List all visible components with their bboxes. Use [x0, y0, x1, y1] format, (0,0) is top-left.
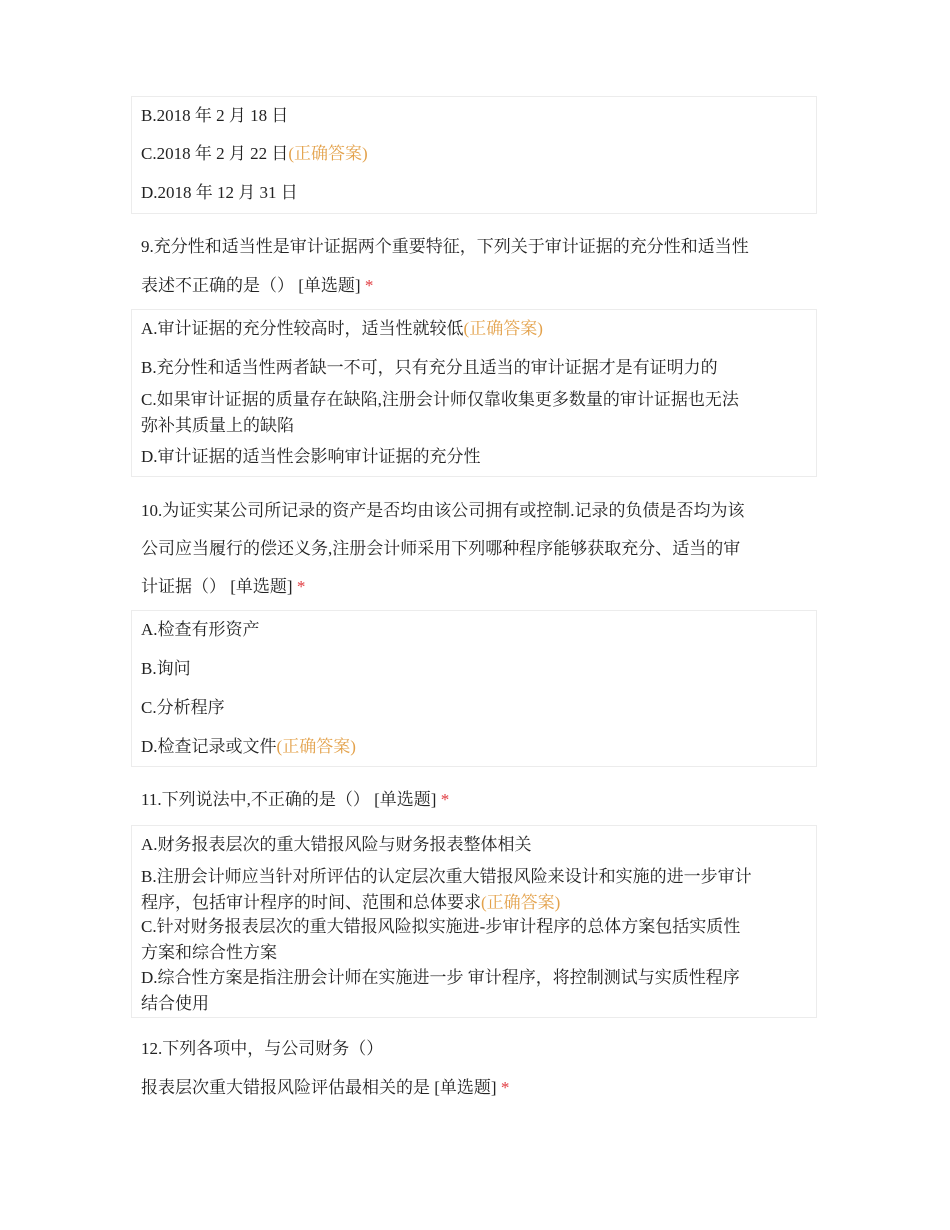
q11-option-a[interactable]: A.财务报表层次的重大错报风险与财务报表整体相关 — [141, 835, 532, 854]
q12-stem-line-2 — [141, 1078, 509, 1098]
option-text: C.2018 年 2 月 22 日 — [141, 144, 289, 163]
option-text: D.检查记录或文件 — [141, 737, 277, 756]
correct-answer-tag: (正确答案) — [481, 893, 561, 912]
stem-text: 报表层次重大错报风险评估最相关的是 [单选题] — [141, 1078, 497, 1097]
required-mark: * — [500, 1078, 510, 1097]
q11-option-b[interactable]: B.注册会计师应当针对所评估的认定层次重大错报风险来设计和实施的进一步审计 — [141, 867, 752, 886]
q11-option-d[interactable]: D.综合性方案是指注册会计师在实施进一步 审计程序，将控制测试与实质性程序 — [141, 968, 740, 987]
q11-option-d-cont[interactable]: 结合使用 — [141, 994, 209, 1013]
stem-text: 表述不正确的是（） [单选题] — [141, 276, 361, 295]
q8-option-b[interactable] — [141, 106, 288, 126]
q9-option-c-cont[interactable]: 弥补其质量上的缺陷 — [141, 416, 294, 435]
correct-answer-tag: (正确答案) — [463, 319, 543, 338]
required-mark: * — [364, 276, 374, 295]
required-mark: * — [440, 790, 450, 809]
q11-option-b-cont[interactable] — [141, 893, 560, 913]
q8-option-c[interactable] — [141, 144, 368, 164]
q9-stem-line-2 — [141, 276, 373, 296]
option-text: 程序，包括审计程序的时间、范围和总体要求 — [141, 893, 481, 912]
q8-option-d[interactable] — [141, 183, 298, 203]
stem-text: 计证据（） [单选题] — [141, 577, 293, 596]
q10-stem-line-2: 公司应当履行的偿还义务,注册会计师采用下列哪种程序能够获取充分、适当的审 — [141, 539, 741, 558]
q9-option-c[interactable]: C.如果审计证据的质量存在缺陷,注册会计师仅靠收集更多数量的审计证据也无法 — [141, 390, 739, 409]
required-mark: * — [296, 577, 306, 596]
q12-stem-line-1: 12.下列各项中，与公司财务（） — [141, 1039, 384, 1058]
q10-option-c[interactable]: C.分析程序 — [141, 698, 225, 717]
q10-stem-line-1: 10.为证实某公司所记录的资产是否均由该公司拥有或控制.记录的负债是否均为该 — [141, 501, 745, 520]
q11-option-c[interactable]: C.针对财务报表层次的重大错报风险拟实施进-步审计程序的总体方案包括实质性 — [141, 917, 741, 936]
q10-stem-line-3 — [141, 577, 305, 597]
q9-option-a[interactable] — [141, 319, 543, 339]
q10-option-b[interactable]: B.询问 — [141, 659, 191, 678]
q11-stem — [141, 790, 449, 810]
stem-text: 11.下列说法中,不正确的是（） [单选题] — [141, 790, 437, 809]
q10-option-d[interactable] — [141, 737, 356, 757]
option-text: D.2018 年 12 月 31 日 — [141, 183, 298, 202]
option-text: A.审计证据的充分性较高时，适当性就较低 — [141, 319, 464, 338]
correct-answer-tag: (正确答案) — [288, 144, 368, 163]
option-text: B.2018 年 2 月 18 日 — [141, 106, 289, 125]
q10-option-a[interactable]: A.检查有形资产 — [141, 620, 260, 639]
q9-option-d[interactable]: D.审计证据的适当性会影响审计证据的充分性 — [141, 447, 481, 466]
q11-option-c-cont[interactable]: 方案和综合性方案 — [141, 943, 277, 962]
q9-stem-line-1: 9.充分性和适当性是审计证据两个重要特征，下列关于审计证据的充分性和适当性 — [141, 237, 749, 256]
q9-option-b[interactable]: B.充分性和适当性两者缺一不可，只有充分且适当的审计证据才是有证明力的 — [141, 358, 718, 377]
correct-answer-tag: (正确答案) — [276, 737, 356, 756]
